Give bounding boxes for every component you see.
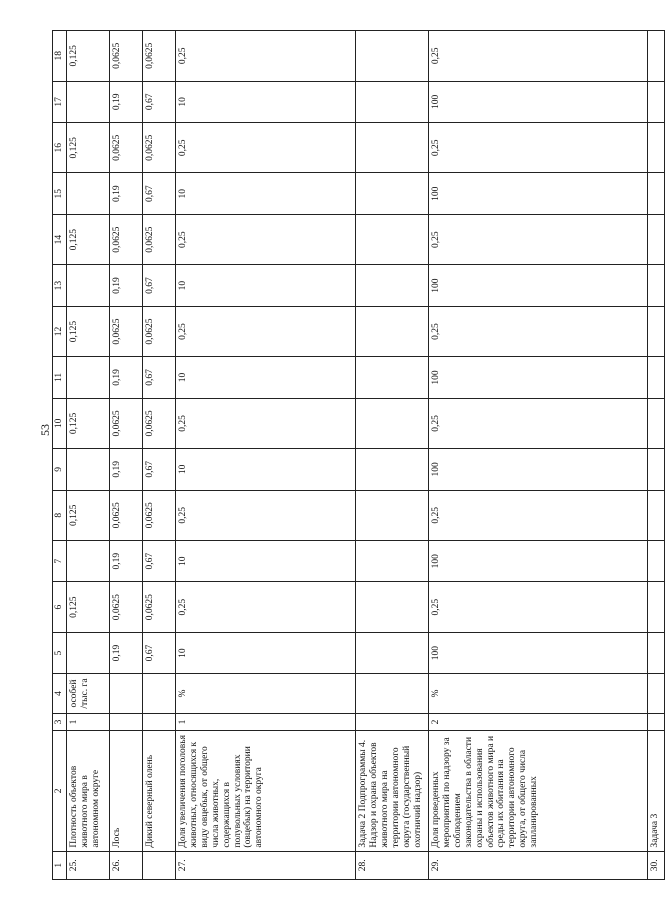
cell-v13: 0,67 <box>142 265 175 307</box>
column-number-18: 18 <box>53 31 67 82</box>
cell-v5 <box>355 632 428 674</box>
cell-v9: 0,67 <box>142 449 175 491</box>
cell-v9: 10 <box>175 449 355 491</box>
cell-v6: 0,25 <box>175 582 355 632</box>
column-number-10: 10 <box>53 398 67 448</box>
cell-c3: 1 <box>66 713 109 731</box>
cell-v16: 0,125 <box>66 123 109 173</box>
cell-v12: 0,25 <box>428 306 647 356</box>
cell-v10: 0,25 <box>175 398 355 448</box>
cell-v17 <box>647 81 664 123</box>
cell-v17 <box>66 81 109 123</box>
cell-v9: 100 <box>428 449 647 491</box>
cell-v15: 0,67 <box>142 173 175 215</box>
column-number-14: 14 <box>53 214 67 264</box>
cell-v14: 0,125 <box>66 214 109 264</box>
cell-c4: особей /тыс. га <box>66 674 109 713</box>
cell-v9 <box>66 449 109 491</box>
cell-name: Доля проведенных мероприятий по надзору за соблюдением законодательства в области охраны и использования объектов животного мира и среды их обитания на территории автономного округа, от общего числа запланированных <box>428 731 647 851</box>
cell-v5 <box>647 632 664 674</box>
table-row <box>428 31 647 880</box>
cell-c4 <box>109 674 142 713</box>
cell-v10 <box>647 398 664 448</box>
cell-name: Доля увеличения поголовья животных, относящихся к виду овцебык, от общего числа животных, содержащихся в полувольных условиях (овцебык) на территории автономного округа <box>175 731 355 851</box>
cell-v7 <box>647 540 664 582</box>
column-number-15: 15 <box>53 173 67 215</box>
table-row <box>66 31 109 880</box>
cell-v15 <box>355 173 428 215</box>
cell-v7: 0,67 <box>142 540 175 582</box>
cell-v16: 0,25 <box>428 123 647 173</box>
table-row <box>647 31 664 880</box>
cell-v17: 10 <box>175 81 355 123</box>
cell-v11 <box>647 357 664 399</box>
cell-v6: 0,125 <box>66 582 109 632</box>
column-number-1: 1 <box>53 851 67 879</box>
cell-v13 <box>355 265 428 307</box>
cell-v14 <box>355 214 428 264</box>
cell-name: Дикий северный олень <box>142 731 175 851</box>
cell-c3 <box>142 713 175 731</box>
indicators-table <box>52 30 665 880</box>
cell-v15 <box>647 173 664 215</box>
cell-v14 <box>647 214 664 264</box>
cell-v18: 0,0625 <box>109 31 142 82</box>
column-number-9: 9 <box>53 449 67 491</box>
cell-no: 27. <box>175 851 355 879</box>
cell-v8: 0,0625 <box>142 490 175 540</box>
cell-v8 <box>355 490 428 540</box>
cell-v18 <box>647 31 664 82</box>
cell-v16 <box>647 123 664 173</box>
column-number-2: 2 <box>53 731 67 851</box>
cell-v16: 0,25 <box>175 123 355 173</box>
cell-v18: 0,0625 <box>142 31 175 82</box>
cell-v15 <box>66 173 109 215</box>
cell-v16: 0,0625 <box>109 123 142 173</box>
cell-v11 <box>66 357 109 399</box>
cell-v8: 0,0625 <box>109 490 142 540</box>
cell-v12 <box>355 306 428 356</box>
cell-v7 <box>355 540 428 582</box>
cell-c4 <box>647 674 664 713</box>
cell-v11 <box>355 357 428 399</box>
cell-c3 <box>109 713 142 731</box>
cell-v5 <box>66 632 109 674</box>
column-number-7: 7 <box>53 540 67 582</box>
cell-no: 30. <box>647 851 664 879</box>
cell-name: Задача 2 Подпрограммы 4. Надзор и охрана объектов животного мира на территории автономного округа (государственный охотничий надзор) <box>355 731 428 851</box>
cell-v18: 0,25 <box>428 31 647 82</box>
cell-c3: 1 <box>175 713 355 731</box>
cell-v6 <box>647 582 664 632</box>
cell-no: 29. <box>428 851 647 879</box>
cell-v12: 0,125 <box>66 306 109 356</box>
cell-v18: 0,25 <box>175 31 355 82</box>
cell-v5: 100 <box>428 632 647 674</box>
cell-v6: 0,0625 <box>142 582 175 632</box>
cell-v9: 0,19 <box>109 449 142 491</box>
cell-v8: 0,25 <box>175 490 355 540</box>
cell-c3 <box>647 713 664 731</box>
cell-v17: 0,19 <box>109 81 142 123</box>
cell-v14: 0,0625 <box>142 214 175 264</box>
cell-v10: 0,0625 <box>109 398 142 448</box>
cell-v5: 10 <box>175 632 355 674</box>
cell-c4: % <box>175 674 355 713</box>
cell-v14: 0,25 <box>175 214 355 264</box>
column-number-11: 11 <box>53 357 67 399</box>
column-number-row <box>53 31 67 880</box>
cell-c3 <box>355 713 428 731</box>
column-number-3: 3 <box>53 713 67 731</box>
cell-v8: 0,25 <box>428 490 647 540</box>
cell-name: Лось <box>109 731 142 851</box>
column-number-4: 4 <box>53 674 67 713</box>
cell-name: Плотность объектов животного мира в автономном округе <box>66 731 109 851</box>
cell-v12 <box>647 306 664 356</box>
cell-v9 <box>355 449 428 491</box>
cell-v5: 0,19 <box>109 632 142 674</box>
column-number-12: 12 <box>53 306 67 356</box>
cell-v8 <box>647 490 664 540</box>
cell-v15: 10 <box>175 173 355 215</box>
cell-v7: 0,19 <box>109 540 142 582</box>
cell-v15: 0,19 <box>109 173 142 215</box>
cell-v17 <box>355 81 428 123</box>
cell-c3: 2 <box>428 713 647 731</box>
cell-v9 <box>647 449 664 491</box>
cell-v13: 10 <box>175 265 355 307</box>
cell-c4: % <box>428 674 647 713</box>
column-number-13: 13 <box>53 265 67 307</box>
cell-v5: 0,67 <box>142 632 175 674</box>
cell-name: Задача 3 <box>647 731 664 851</box>
table-row <box>175 31 355 880</box>
column-number-5: 5 <box>53 632 67 674</box>
cell-v13 <box>647 265 664 307</box>
cell-v11: 100 <box>428 357 647 399</box>
cell-v11: 0,67 <box>142 357 175 399</box>
cell-no <box>142 851 175 879</box>
cell-v6: 0,25 <box>428 582 647 632</box>
cell-c4 <box>142 674 175 713</box>
cell-v17: 100 <box>428 81 647 123</box>
cell-no: 26. <box>109 851 142 879</box>
cell-v7: 10 <box>175 540 355 582</box>
cell-v18 <box>355 31 428 82</box>
page-number: 53 <box>38 424 52 436</box>
cell-v16 <box>355 123 428 173</box>
cell-v11: 10 <box>175 357 355 399</box>
cell-v12: 0,0625 <box>109 306 142 356</box>
cell-v10: 0,0625 <box>142 398 175 448</box>
cell-v14: 0,0625 <box>109 214 142 264</box>
cell-v17: 0,67 <box>142 81 175 123</box>
cell-c4 <box>355 674 428 713</box>
cell-v7: 100 <box>428 540 647 582</box>
table-row <box>109 31 142 880</box>
cell-v13: 0,19 <box>109 265 142 307</box>
table-row <box>355 31 428 880</box>
cell-v18: 0,125 <box>66 31 109 82</box>
cell-v10 <box>355 398 428 448</box>
cell-v8: 0,125 <box>66 490 109 540</box>
cell-v10: 0,25 <box>428 398 647 448</box>
cell-v6 <box>355 582 428 632</box>
cell-v13 <box>66 265 109 307</box>
cell-v16: 0,0625 <box>142 123 175 173</box>
column-number-17: 17 <box>53 81 67 123</box>
column-number-16: 16 <box>53 123 67 173</box>
cell-v15: 100 <box>428 173 647 215</box>
cell-v7 <box>66 540 109 582</box>
cell-v13: 100 <box>428 265 647 307</box>
cell-v11: 0,19 <box>109 357 142 399</box>
cell-no: 25. <box>66 851 109 879</box>
cell-v14: 0,25 <box>428 214 647 264</box>
column-number-8: 8 <box>53 490 67 540</box>
rotated-table-container <box>52 30 660 880</box>
column-number-6: 6 <box>53 582 67 632</box>
table-row <box>142 31 175 880</box>
cell-no: 28. <box>355 851 428 879</box>
cell-v10: 0,125 <box>66 398 109 448</box>
cell-v6: 0,0625 <box>109 582 142 632</box>
cell-v12: 0,25 <box>175 306 355 356</box>
cell-v12: 0,0625 <box>142 306 175 356</box>
